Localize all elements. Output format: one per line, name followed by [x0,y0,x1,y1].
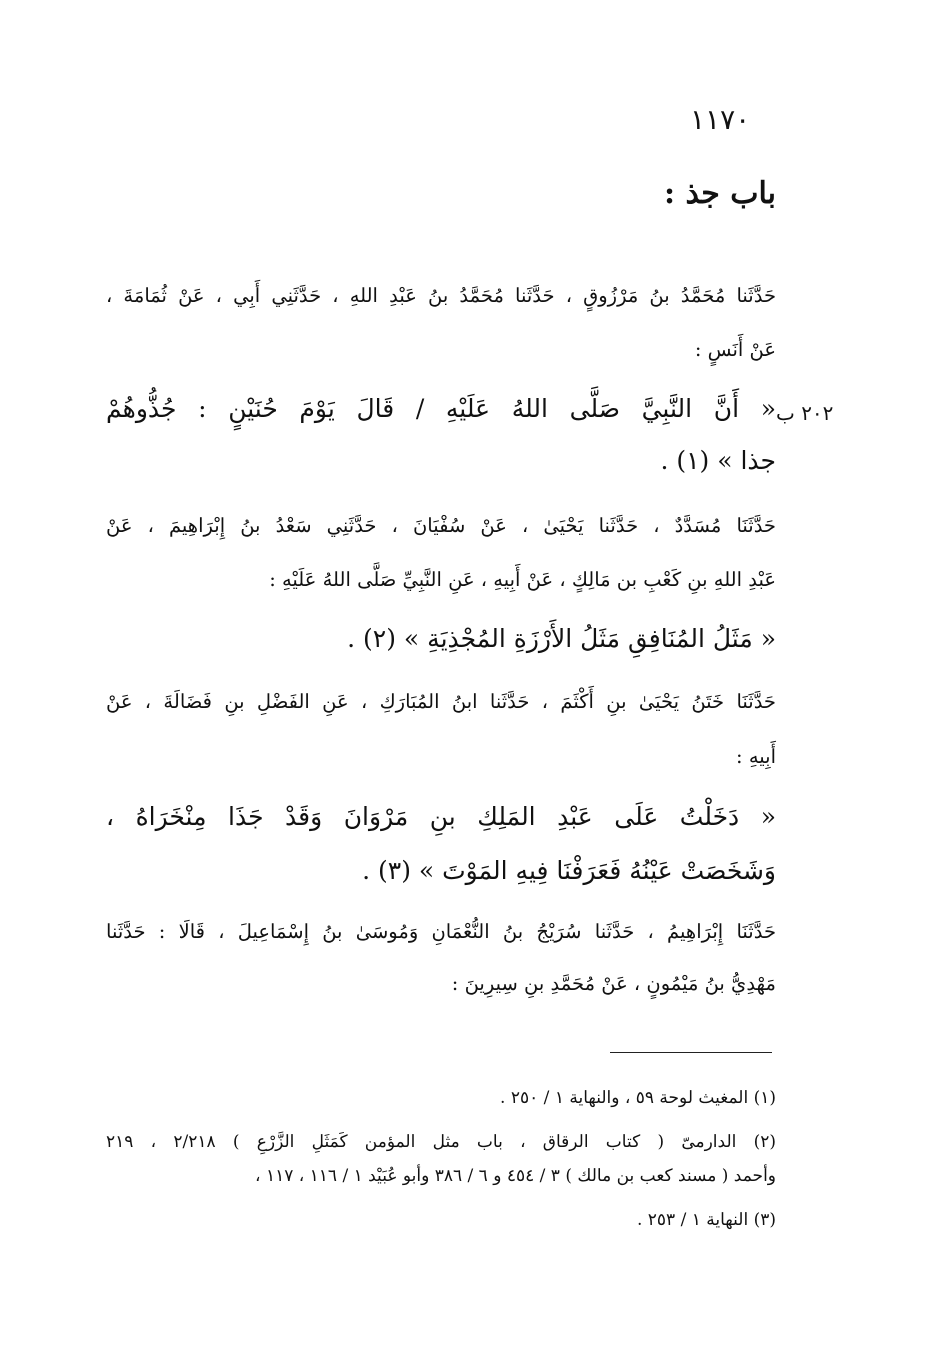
entry-1-sanad-line-2: عَنْ أَنَسٍ : [694,338,776,361]
entry-3-sanad-line-1: حَدَّثَنَا خَتَنُ يَحْيَىٰ بنِ أَكْثَمَ ، حَدَّثَنا ابنُ المُبَارَكِ ، عَنِ الفَضْلِ بنِ فَضَالَةَ ، عَنْ [106,690,776,713]
entry-3-matn-line-2: وَشَخَصَتْ عَيْنُهُ فَعَرَفْنَا فِيهِ المَوْتَ » (٣) . [362,856,776,885]
entry-4-sanad-line-2: مَهْدِيُّ بنُ مَيْمُونٍ ، عَنْ مُحَمَّدِ بنِ سِيرِينَ : [451,972,776,995]
footnote-separator [610,1052,772,1053]
footnote-2-line-2: وأحمد ( مسند كعب بن مالك ) ٣ / ٤٥٤ و ٦ / ٣٨٦ وأبو عُبَيْد ١ / ١١٦ ، ١١٧ ، [255,1166,776,1186]
page-number: ١١٧٠ [690,103,751,136]
entry-1-matn-line-1: « أَنَّ النَّبِيَّ صَلَّى اللهُ عَلَيْهِ / قَالَ يَوْمَ حُنَيْنٍ : جُذُّوهُمْ [106,394,776,423]
entry-2-sanad-line-1: حَدَّثَنَا مُسَدَّدٌ ، حَدَّثَنا يَحْيَىٰ ، عَنْ سُفْيَانَ ، حَدَّثَنِي سَعْدُ بنُ إِبْرَاهِيمَ ، عَنْ [106,514,776,537]
footnote-2-line-1: (٢) الدارمىّ ( كتاب الرقاق ، باب مثل المؤمن كَمَثَلِ الزَّرْعِ ) ٢/٢١٨ ، ٢١٩ [106,1132,776,1152]
margin-folio-reference: ٢٠٢ ب [776,401,834,425]
entry-3-sanad-line-2: أَبِيهِ : [736,745,776,768]
footnote-3: (٣) النهاية ١ / ٢٥٣ . [636,1210,776,1230]
entry-1-sanad-line-1: حَدَّثَنا مُحَمَّدُ بنُ مَرْزُوقٍ ، حَدَّثَنا مُحَمَّدُ بنُ عَبْدِ اللهِ ، حَدَّثَنِي أَبِي ، عَنْ ثُمَامَةَ ، [106,284,776,307]
footnote-1: (١) المغيث لوحة ٥٩ ، والنهاية ١ / ٢٥٠ . [500,1088,776,1108]
entry-1-matn-line-2: جذا » (١) . [660,446,776,475]
chapter-heading: باب جذ : [664,176,776,211]
entry-3-matn-line-1: « دَخَلْتُ عَلَى عَبْدِ المَلِكِ بنِ مَرْوَانَ وَقَدْ جَذَا مِنْخَرَاهُ ، [106,802,776,831]
entry-2-matn-line-1: « مَثَلُ المُنَافِقِ مَثَلُ الأَرْزَةِ المُجْذِيَةِ » (٢) . [347,624,776,653]
entry-2-sanad-line-2: عَبْدِ اللهِ بنِ كَعْبِ بن مَالِكٍ ، عَنْ أَبِيهِ ، عَنِ النَّبِيِّ صَلَّى اللهُ عَلَيْهِ : [269,568,776,591]
entry-4-sanad-line-1: حَدَّثَنَا إِبْرَاهِيمُ ، حَدَّثَنا سُرَيْجُ بنُ النُّعْمَانِ وَمُوسَىٰ بنُ إِسْمَاعِيلَ ، قَالَا : حَدَّثَنا [106,920,776,943]
